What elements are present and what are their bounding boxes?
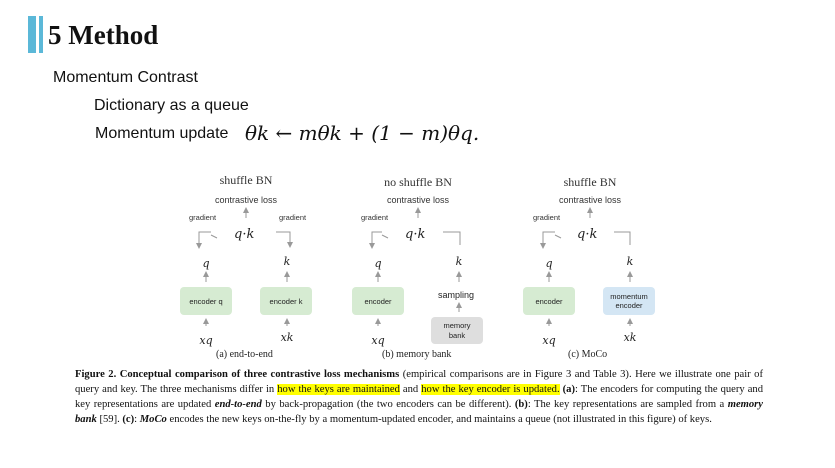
panel-a-loss: contrastive loss — [214, 195, 278, 205]
panel-c-xq: xq — [542, 334, 556, 347]
caption-c: (c) — [122, 414, 135, 425]
panel-a-gradient-left: gradient — [189, 213, 217, 222]
panel-b-header: no shuffle BN — [384, 175, 452, 189]
panel-c-header: shuffle BN — [563, 175, 617, 189]
panel-a-k: k — [283, 255, 291, 268]
caption-text-2: and — [399, 384, 422, 395]
panel-c-gradient-left: gradient — [533, 213, 561, 222]
panel-b-q: q — [374, 257, 382, 270]
caption-a: (a) — [562, 384, 575, 395]
panel-a-gradient-right: gradient — [279, 213, 307, 222]
panel-a-encoder-q: encoder q — [180, 287, 232, 315]
panel-b-k: k — [455, 255, 463, 268]
panel-b-memory-bank — [431, 317, 483, 344]
panel-b-qk: q·k — [405, 227, 426, 242]
caption-text-6: [59]. — [96, 414, 123, 425]
panel-b-sampling: sampling — [438, 290, 475, 300]
panel-a-label: (a) end-to-end — [216, 349, 273, 360]
slide-title: 5 Method — [48, 20, 159, 50]
caption-highlight-encoder: how the key encoder is updated. — [421, 384, 560, 395]
panel-c-xk: xk — [623, 331, 637, 344]
caption-b: (b) — [514, 399, 528, 410]
caption-bold-title: Conceptual comparison of three contrastive loss mechanisms — [119, 369, 400, 380]
panel-c-momentum-encoder — [603, 287, 655, 315]
bullet-momentum-update: Momentum update — [95, 125, 229, 142]
caption-text-1: (empirical comparisons are in Figure 3 and Table 3). Here we illustrate one pair of query and key. The three mechanisms differ in — [75, 369, 763, 395]
caption-text-7: : — [134, 414, 140, 425]
caption-text-4: by back-propagation (the two encoders can be different). — [261, 399, 515, 410]
panel-b-encoder: encoder — [352, 287, 404, 315]
bullet-dictionary-queue: Dictionary as a queue — [94, 97, 249, 114]
panel-c-q: q — [545, 257, 553, 270]
caption-fig-number: Figure 2. — [75, 369, 117, 380]
panel-a-q: q — [202, 257, 210, 270]
panel-c-loss: contrastive loss — [558, 195, 622, 205]
caption-text-5: : The key representations are sampled from a — [527, 399, 728, 410]
panel-a-encoder-k: encoder k — [260, 287, 312, 315]
momentum-update-equation: θk ← mθk + (1 − m)θq. — [245, 121, 480, 145]
caption-end-to-end: end-to-end — [214, 399, 262, 410]
panel-c-label: (c) MoCo — [568, 349, 608, 360]
panel-b-label: (b) memory bank — [382, 349, 452, 360]
memory-bank-line2: bank — [448, 330, 466, 340]
momentum-encoder-line2: encoder — [615, 301, 643, 310]
momentum-encoder-line1: momentum — [610, 292, 648, 301]
panel-c-qk: q·k — [577, 227, 598, 242]
panel-b-xq: xq — [371, 334, 385, 347]
panel-a-header: shuffle BN — [219, 173, 273, 187]
bullet-momentum-contrast: Momentum Contrast — [53, 69, 198, 86]
panel-a-xq: xq — [199, 334, 213, 347]
caption-text-8: encodes the new keys on-the-fly by a momentum-updated encoder, and maintains a queue (not illustrated in this figure) of keys. — [166, 414, 712, 425]
panel-b-loss: contrastive loss — [386, 195, 450, 205]
panel-b-gradient-left: gradient — [361, 213, 389, 222]
caption-text-3: : The encoders for computing the query and key representations are updated — [75, 384, 764, 410]
memory-bank-line1: memory — [443, 320, 471, 330]
caption-moco: MoCo — [139, 414, 167, 425]
panel-c-k: k — [626, 255, 634, 268]
caption-highlight-keys: how the keys are maintained — [277, 384, 400, 395]
panel-a-qk: q·k — [234, 227, 255, 242]
panel-c-encoder: encoder — [523, 287, 575, 315]
panel-a-xk: xk — [280, 331, 294, 344]
caption-memory-bank: memory bank — [75, 399, 764, 425]
figure-caption — [75, 367, 763, 427]
